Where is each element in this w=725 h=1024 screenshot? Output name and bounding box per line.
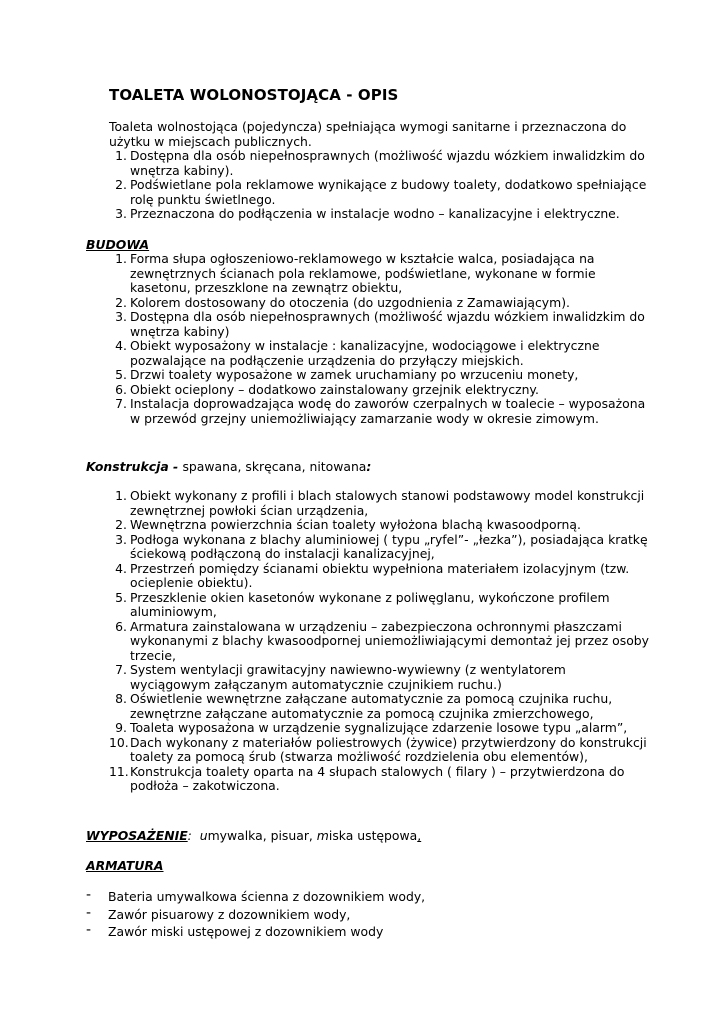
list-item: 5. Drzwi toalety wyposażone w zamek uruchamiany po wrzuceniu monety, [115, 367, 579, 382]
konstrukcja-colon: : [366, 459, 372, 474]
wyposazenie-colon: : [187, 828, 192, 843]
list-item: 1. Forma słupa ogłoszeniowo-reklamowego w kształcie walca, posiadająca na zewnętrznych ścianach pola reklamowe, podświetlane, wykonane w formie kasetonu, przeszklone na zewnątrz obiektu, [115, 251, 596, 295]
list-item: 10. Dach wykonany z materiałów poliestrowych (żywice) przytwierdzony do konstrukcji toalety za pomocą śrub (stwarza możliwość rozdzielenia obu elementów), [109, 734, 647, 764]
list-item: 2. Podświetlane pola reklamowe wynikające z budowy toalety, dodatkowo spełniające rolę punktu świetlnego. [115, 177, 647, 207]
list-item: 3. Dostępna dla osób niepełnosprawnych (możliwość wjazdu wózkiem inwalidzkim do wnętrza kabiny) [115, 309, 645, 339]
list-item: 11. Konstrukcja toalety oparta na 4 słupach stalowych ( filary ) – przytwierdzona do podłoża – zakotwiczona. [109, 763, 625, 793]
intro-paragraph: Toaleta wolnostojąca (pojedyncza) spełniająca wymogi sanitarne i przeznaczona do użytku w miejscach publicznych. [109, 119, 627, 149]
bullet-dash: - [86, 887, 92, 903]
bullet-dash: - [86, 922, 92, 938]
konstrukcja-heading [86, 460, 371, 475]
wyposazenie-line: WYPOSAŻENIE: umywalka, pisuar, miska ustępowa, [86, 828, 422, 843]
intro-section [109, 120, 649, 222]
armatura-heading: ARMATURA [86, 858, 164, 873]
wyposazenie-heading: WYPOSAŻENIE [86, 828, 188, 843]
list-item: 2. Kolorem dostosowany do otoczenia (do uzgodnienia z Zamawiającym). [115, 294, 570, 310]
intro-list [109, 149, 649, 222]
list-item: 4. Obiekt wyposażony w instalacje : kanalizacyjne, wodociągowe i elektryczne pozwalające na podłączenie urządzenia do przyłączy miejskich. [115, 338, 600, 368]
armatura-list [86, 887, 626, 940]
list-item: 1. Obiekt wykonany z profili i blach stalowych stanowi podstawowy model konstrukcji zewnętrznej powłoki ścian urządzenia, [115, 488, 645, 518]
list-item: 8. Oświetlenie wewnętrzne załączane automatycznie za pomocą czujnika ruchu, zewnętrzne załączane automatycznie za pomocą czujnika zmierzchowego, [115, 691, 613, 721]
list-item: 4. Przestrzeń pomiędzy ścianami obiektu wypełniona materiałem izolacyjnym (tzw. ocieplenie obiektu). [115, 560, 630, 590]
list-item: 5. Przeszklenie okien kasetonów wykonane z poliwęglanu, wykończone profilem aluminiowym, [115, 589, 610, 619]
list-item: - Zawór miski ustępowej z dozownikiem wody [86, 922, 384, 939]
budowa-list [109, 252, 649, 426]
list-item: - Bateria umywalkowa ścienna z dozownikiem wody, [86, 887, 426, 904]
list-item: 7. System wentylacji grawitacyjny nawiewno-wywiewny (z wentylatorem wyciągowym załączanym automatycznie czujnikiem ruchu.) [115, 662, 566, 692]
page-title: TOALETA WOLONOSTOJĄCA - OPIS [109, 86, 399, 104]
list-item: 6. Armatura zainstalowana w urządzeniu – zabezpieczona ochronnymi płaszczami wykonanymi z blachy kwasoodpornej uniemożliwiającymi demontaż jej przez osoby trzecie, [115, 618, 649, 663]
list-item: 3. Przeznaczona do podłączenia w instalacje wodno – kanalizacyjne i elektryczne. [115, 206, 620, 221]
list-item: 1. Dostępna dla osób niepełnosprawnych (możliwość wjazdu wózkiem inwalidzkim do wnętrza kabiny). [115, 148, 645, 178]
list-item: 2. Wewnętrzna powierzchnia ścian toalety wyłożona blachą kwasoodporną. [115, 517, 581, 532]
list-item: 3. Podłoga wykonana z blachy aluminiowej ( typu „ryfel”- „łezka”), posiadająca kratkę ściekową podłączoną do instalacji kanalizacyjnej, [115, 531, 648, 561]
konstrukcja-list [109, 489, 649, 794]
konstrukcja-label: Konstrukcja - [86, 459, 183, 474]
list-item: 7. Instalacja doprowadzająca wodę do zaworów czerpalnych w toalecie – wyposażona w przewód grzejny uniemożliwiający zamarzanie wody w okresie zimowym. [115, 396, 646, 426]
list-item: - Zawór pisuarowy z dozownikiem wody, [86, 904, 351, 922]
list-item: 9. Toaleta wyposażona w urządzenie sygnalizujące zdarzenie losowe typu „alarm”, [115, 720, 628, 735]
budowa-heading: BUDOWA [86, 237, 150, 252]
bullet-dash: - [86, 904, 92, 921]
konstrukcja-subtitle: spawana, skręcana, nitowana [182, 459, 367, 474]
list-item: 6. Obiekt ocieplony – dodatkowo zainstalowany grzejnik elektryczny. [115, 381, 539, 397]
